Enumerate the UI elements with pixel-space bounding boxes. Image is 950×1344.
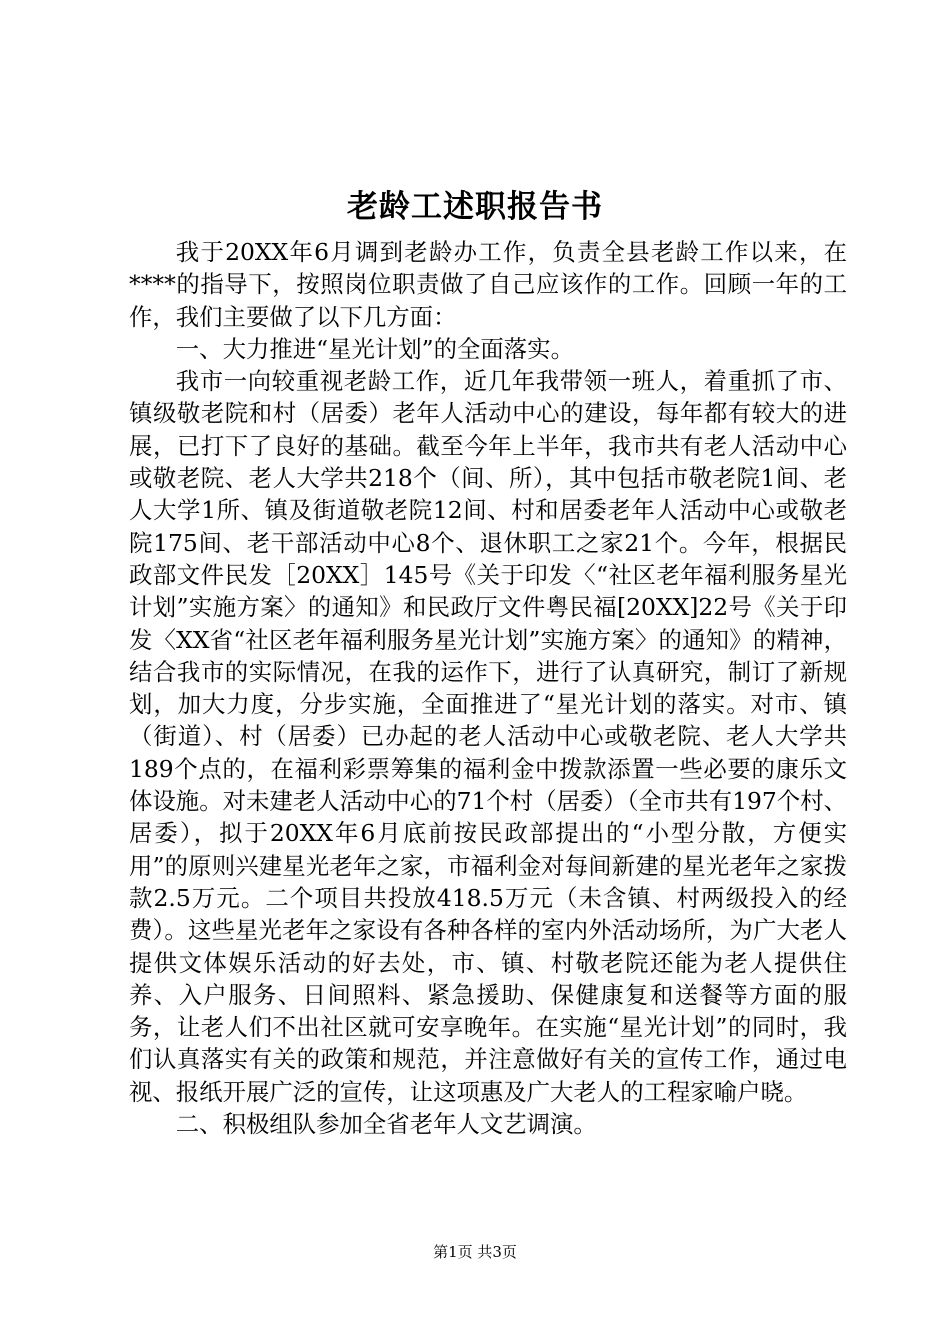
document-title: 老龄工述职报告书	[347, 189, 603, 225]
section-heading-1: 一、大力推进“星光计划”的全面落实。	[175, 334, 574, 363]
page-footer: 第1页 共3页	[433, 1243, 517, 1261]
section-heading-2: 二、积极组队参加全省老年人文艺调演。	[175, 1110, 597, 1139]
paragraph-star-plan: 我市一向较重视老龄工作，近几年我带领一班人，着重抓了市、镇级敬老院和村（居委）老年人活动中心的建设，每年都有较大的进展，已打下了良好的基础。截至今年上半年，我市共有老人活动中心或敬老院、老人大学共218个（间、所），其中包括市敬老院1间、老人大学1所、镇及街道敬老院12间、村和居委老年人活动中心或敬老院175间、老干部活动中心8个、退休职工之家21个。今年，根据民政部文件民发［20XX］145号《关于印发〈“社区老年福利服务星光计划”实施方案〉的通知》和民政厅文件粤民福[20XX]22号《关于印发〈XX省“社区老年福利服务星光计划”实施方案〉的通知》的精神，结合我市的实际情况，在我的运作下，进行了认真研究，制订了新规划，加大力度，分步实施，全面推进了“星光计划的落实。对市、镇（街道）、村（居委）已办起的老人活动中心或敬老院、老人大学共189个点的，在福利彩票筹集的福利金中拨款添置一些必要的康乐文体设施。对未建老人活动中心的71个村（居委）（全市共有197个村、居委），拟于20XX年6月底前按民政部提出的“小型分散，方便实用”的原则兴建星光老年之家，市福利金对每间新建的星光老年之家拨款2.5万元。二个项目共投放418.5万元（未含镇、村两级投入的经费）。这些星光老年之家设有各种各样的室内外活动场所，为广大老人提供文体娱乐活动的好去处，市、镇、村敬老院还能为老人提供住养、入户服务、日间照料、紧急援助、保健康复和送餐等方面的服务，让老人们不出社区就可安享晚年。在实施“星光计划”的同时，我们认真落实有关的政策和规范，并注意做好有关的宣传工作，通过电视、报纸开展广泛的宣传，让这项惠及广大老人的工程家喻户晓。	[129, 367, 847, 1106]
document-body	[129, 236, 847, 1140]
paragraph-intro: 我于20XX年6月调到老龄办工作，负责全县老龄工作以来，在****的指导下，按照岗位职责做了自己应该作的工作。回顾一年的工作，我们主要做了以下几方面：	[129, 238, 847, 331]
